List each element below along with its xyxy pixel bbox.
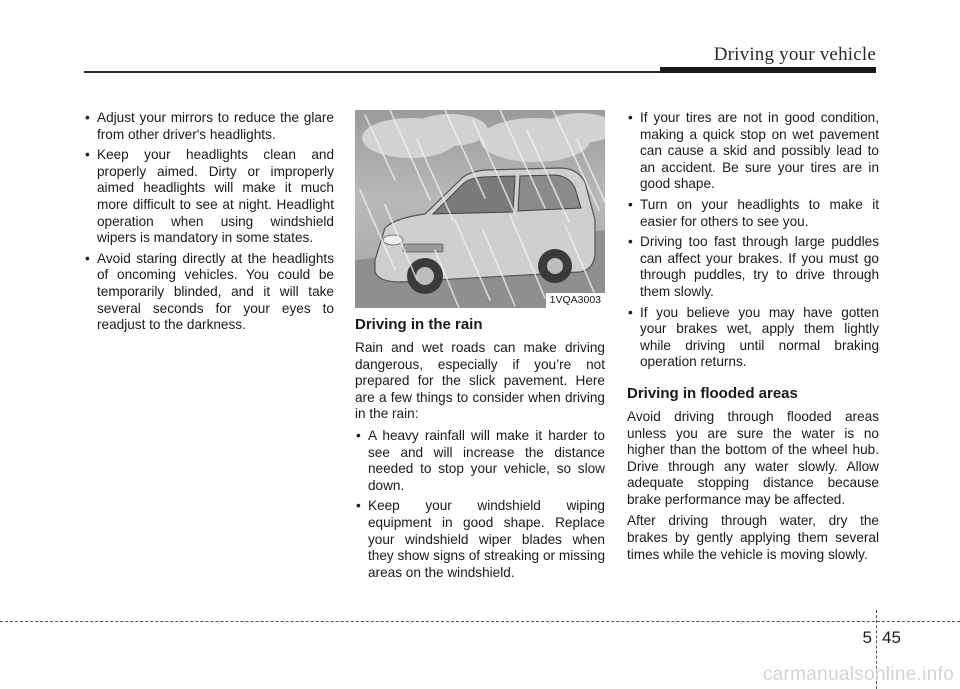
bullet-list <box>627 110 879 371</box>
figure-code: 1VQA3003 <box>546 293 605 308</box>
paragraph: Avoid driving through flooded areas unless you are sure the water is no higher than the bottom of the wheel hub. Drive through any water slowly. Allow adequate stopping distance because brake performance may be affected. <box>627 408 879 507</box>
bullet-item: • Driving too fast through large puddles can affect your brakes. If you must go through puddles, try to drive through them slowly. <box>627 234 879 300</box>
car-in-rain-image <box>355 110 605 308</box>
footer-rule <box>0 621 960 622</box>
bullet-item: • Avoid staring directly at the headlights of oncoming vehicles. You could be temporarily blinded, and it will take several seconds for your eyes to readjust to the darkness. <box>84 251 334 334</box>
page-number: 45 <box>882 628 901 647</box>
rain-car-illustration <box>355 110 605 308</box>
bullet-list <box>355 428 605 581</box>
bullet-item: • Adjust your mirrors to reduce the glare from other driver's headlights. <box>84 110 334 143</box>
bullet-item: • Turn on your headlights to make it easier for others to see you. <box>627 197 879 230</box>
column-2 <box>355 110 605 585</box>
bullet-item: • A heavy rainfall will make it harder to see and will increase the distance needed to stop your vehicle, so slow down. <box>355 428 605 494</box>
bullet-item: • If your tires are not in good condition, making a quick stop on wet pavement can cause a skid and possibly lead to an accident. Be sure your tires are in good shape. <box>627 110 879 193</box>
chapter-number: 5 <box>862 628 872 647</box>
bullet-item: • Keep your windshield wiping equipment in good shape. Replace your windshield wiper blades when they show signs of streaking or missing areas on the windshield. <box>355 498 605 581</box>
bullet-item: • Keep your headlights clean and properly aimed. Dirty or improperly aimed headlights will make it much more difficult to see at night. Headlight operation when using windshield wipers is mandatory in some states. <box>84 147 334 247</box>
paragraph: After driving through water, dry the brakes by gently applying them several times while the vehicle is moving slowly. <box>627 513 879 562</box>
header-title: Driving your vehicle <box>713 44 876 65</box>
column-3 <box>627 110 879 568</box>
bullet-item: • If you believe you may have gotten your brakes wet, apply them lightly while driving until normal braking operation returns. <box>627 305 879 371</box>
paragraph: Rain and wet roads can make driving dangerous, especially if you’re not prepared for the slick pavement. Here are a few things to consider when driving in the rain: <box>355 340 605 422</box>
section-heading-flooded: Driving in flooded areas <box>627 384 798 402</box>
column-1 <box>84 110 334 338</box>
watermark: carmanualsonline.info <box>762 664 954 685</box>
header-rule-accent <box>660 67 876 73</box>
bullet-list <box>84 110 334 334</box>
section-heading-rain: Driving in the rain <box>355 316 483 333</box>
